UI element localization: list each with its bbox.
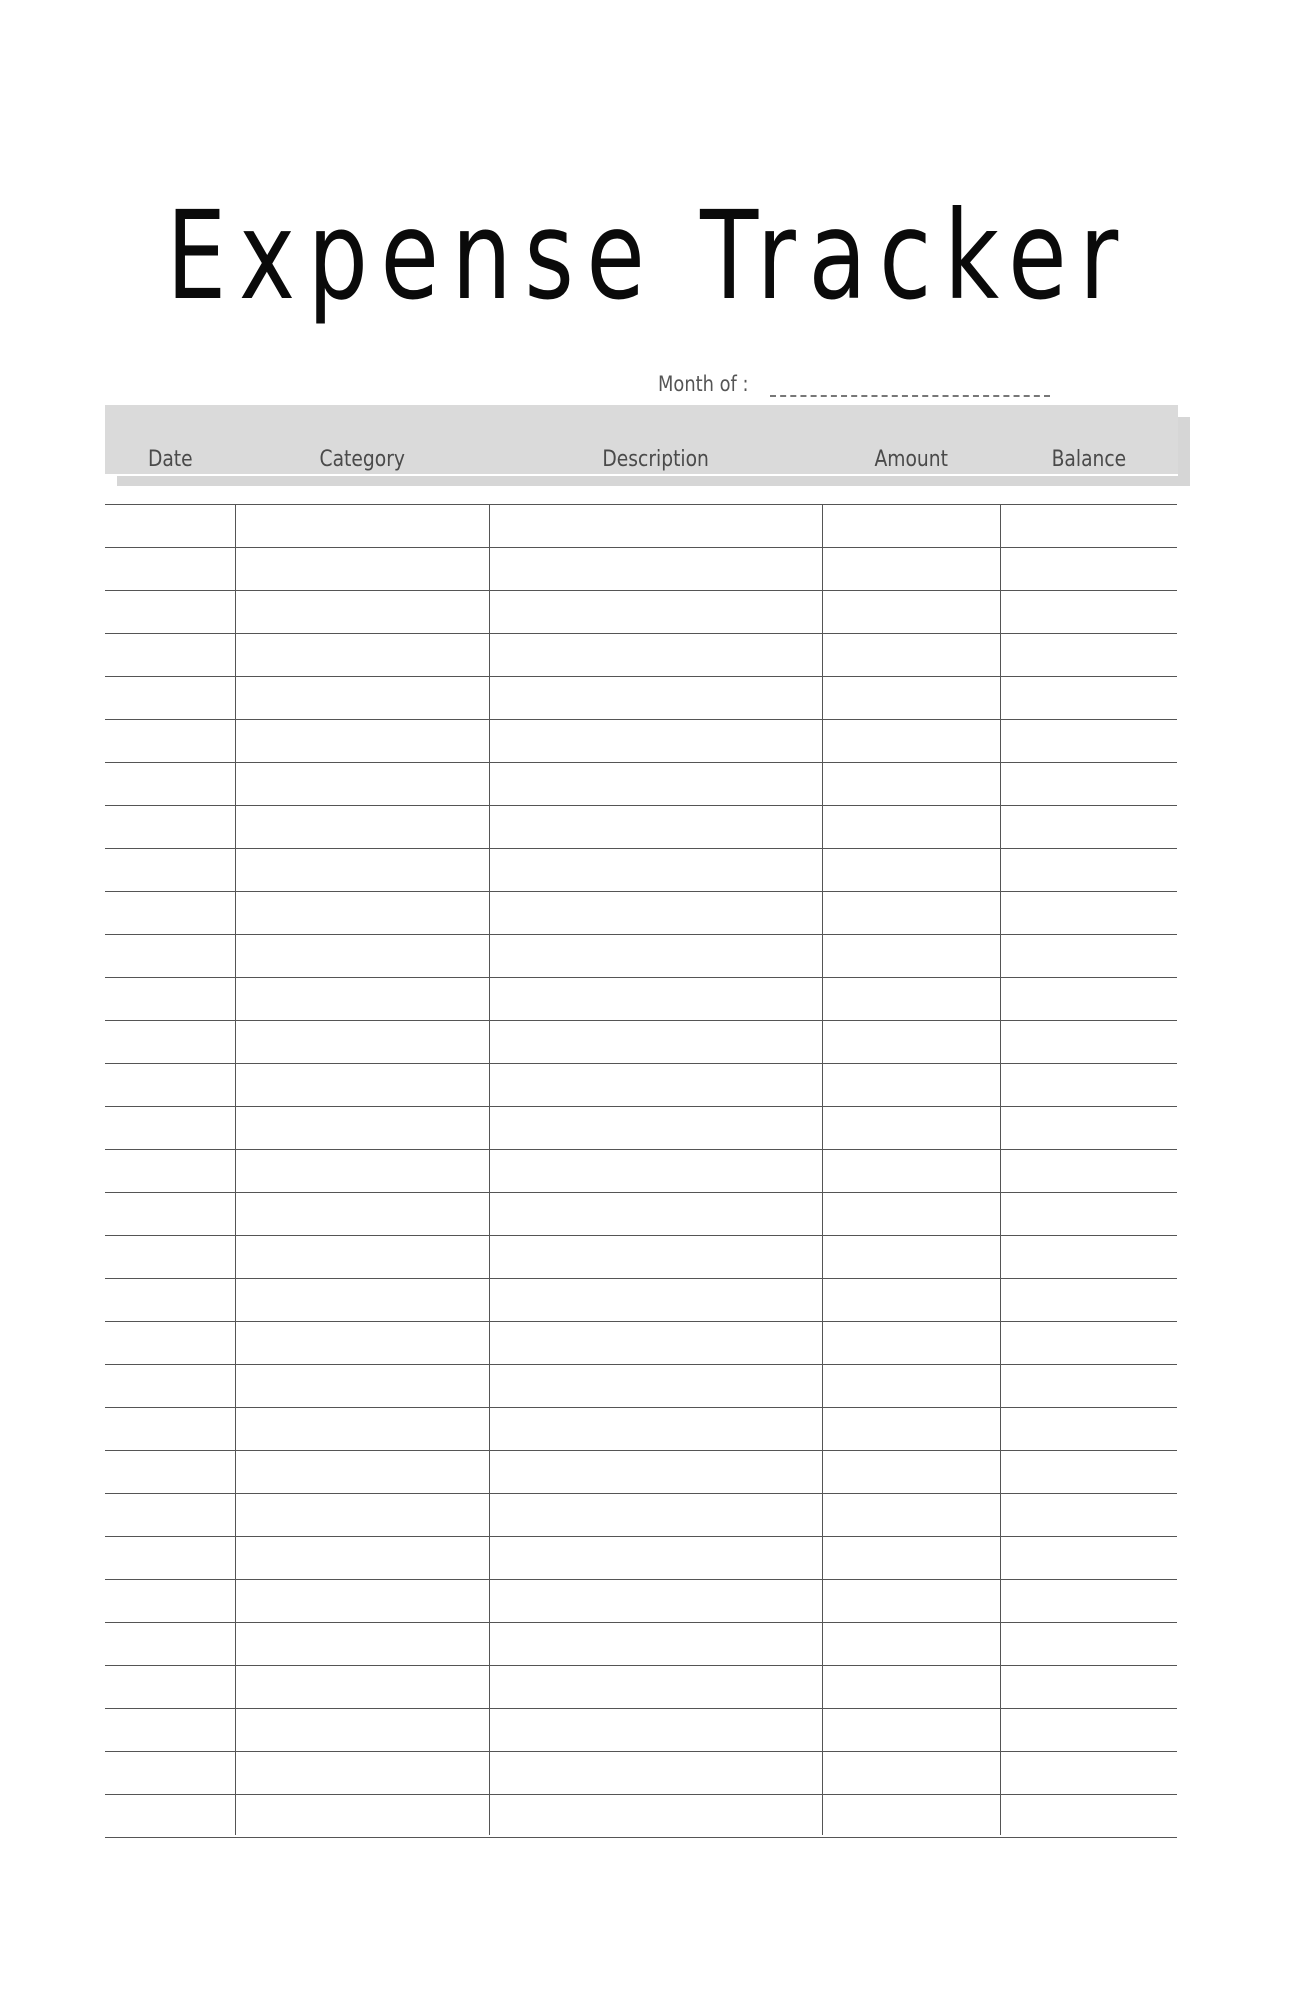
page-title: Expense Tracker bbox=[166, 185, 1131, 327]
table-row[interactable] bbox=[105, 1536, 1177, 1579]
table-row[interactable] bbox=[105, 1364, 1177, 1407]
table-row[interactable] bbox=[105, 590, 1177, 633]
column-header-date: Date bbox=[147, 447, 193, 472]
table-row[interactable] bbox=[105, 1751, 1177, 1794]
table-row[interactable] bbox=[105, 547, 1177, 590]
table-row[interactable] bbox=[105, 719, 1177, 762]
table-row[interactable] bbox=[105, 1665, 1177, 1708]
table-row[interactable] bbox=[105, 1063, 1177, 1106]
column-divider bbox=[235, 504, 236, 1835]
column-divider bbox=[822, 504, 823, 1835]
table-row[interactable] bbox=[105, 891, 1177, 934]
table-row[interactable] bbox=[105, 1192, 1177, 1235]
table-row[interactable] bbox=[105, 848, 1177, 891]
table-row[interactable] bbox=[105, 1708, 1177, 1751]
column-header-category: Category bbox=[319, 447, 405, 472]
table-row[interactable] bbox=[105, 762, 1177, 805]
table-row[interactable] bbox=[105, 1235, 1177, 1278]
table-row[interactable] bbox=[105, 1278, 1177, 1321]
table-row[interactable] bbox=[105, 1579, 1177, 1622]
table-row[interactable] bbox=[105, 805, 1177, 848]
table-row[interactable] bbox=[105, 633, 1177, 676]
table-row[interactable] bbox=[105, 1450, 1177, 1493]
column-header-balance: Balance bbox=[1051, 447, 1126, 472]
table-row[interactable] bbox=[105, 934, 1177, 977]
column-header-description: Description bbox=[602, 447, 709, 472]
table-row[interactable] bbox=[105, 1020, 1177, 1063]
table-row[interactable] bbox=[105, 977, 1177, 1020]
column-divider bbox=[1000, 504, 1001, 1835]
column-divider bbox=[489, 504, 490, 1835]
table-row[interactable] bbox=[105, 1149, 1177, 1192]
table-row[interactable] bbox=[105, 504, 1177, 547]
table-row[interactable] bbox=[105, 676, 1177, 719]
month-field bbox=[658, 372, 765, 402]
table-row[interactable] bbox=[105, 1794, 1177, 1838]
table-row[interactable] bbox=[105, 1493, 1177, 1536]
expense-table bbox=[105, 504, 1177, 1838]
column-header-amount: Amount bbox=[874, 447, 948, 472]
month-label: Month of : bbox=[658, 372, 749, 396]
table-row[interactable] bbox=[105, 1407, 1177, 1450]
month-input-line[interactable] bbox=[770, 395, 1050, 397]
table-row[interactable] bbox=[105, 1321, 1177, 1364]
table-row[interactable] bbox=[105, 1622, 1177, 1665]
table-row[interactable] bbox=[105, 1106, 1177, 1149]
